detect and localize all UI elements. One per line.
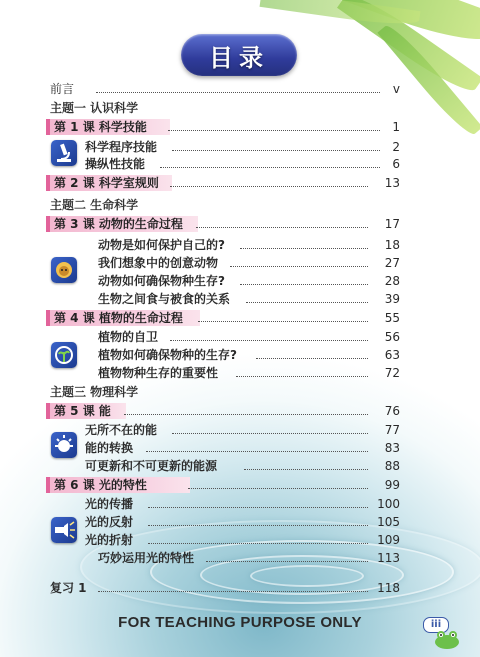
toc-row-item[interactable]: 可更新和不可更新的能源 88 <box>85 459 400 473</box>
leader-dots <box>168 118 380 131</box>
leader-dots <box>244 457 368 470</box>
toc-row-item[interactable]: 动物是如何保护自己的? 18 <box>98 238 400 252</box>
leader-dots <box>172 138 380 151</box>
toc-row-item[interactable]: 无所不在的能 77 <box>85 423 400 437</box>
toc-row-lesson[interactable]: 第 3 课 动物的生命过程 17 <box>0 215 480 233</box>
topic-heading: 主题二 生命科学 <box>50 198 139 212</box>
toc-row-lesson[interactable]: 第 6 课 光的特性 99 <box>0 476 480 494</box>
toc-row-item[interactable]: 操纵性技能 6 <box>85 157 400 171</box>
page-number: iii <box>423 617 449 633</box>
leader-dots <box>188 476 368 489</box>
leader-dots <box>230 254 368 267</box>
toc-row-lesson[interactable]: 第 5 课 能 76 <box>0 402 480 420</box>
leader-dots <box>196 215 368 228</box>
toc-row-item[interactable]: 动物如何确保物种生存? 28 <box>98 274 400 288</box>
leader-dots <box>96 80 380 93</box>
leader-dots <box>148 495 368 508</box>
toc-row-item[interactable]: 能的转换 83 <box>85 441 400 455</box>
leader-dots <box>256 346 368 359</box>
leader-dots <box>170 174 368 187</box>
lesson-label: 第 1 课 科学技能 <box>54 120 147 134</box>
toc-row-item[interactable]: 植物的自卫 56 <box>98 330 400 344</box>
leader-dots <box>148 513 368 526</box>
leader-dots <box>236 364 368 377</box>
toc-row-item[interactable]: 植物如何确保物种的生存? 63 <box>98 348 400 362</box>
topic-heading: 主题一 认识科学 <box>50 101 139 115</box>
preface-page: v <box>392 82 400 96</box>
toc-row-item[interactable]: 科学程序技能 2 <box>85 140 400 154</box>
leader-dots <box>170 328 368 341</box>
frog-mascot-icon <box>432 628 462 650</box>
leader-dots <box>172 421 368 434</box>
page-title: 目录 <box>209 42 269 72</box>
toc-row-item[interactable]: 光的传播 100 <box>85 497 400 511</box>
leader-dots <box>240 272 368 285</box>
leader-dots <box>246 290 368 303</box>
toc-row-item[interactable]: 植物物种生存的重要性 72 <box>98 366 400 380</box>
leader-dots <box>98 579 368 592</box>
leader-dots <box>240 236 368 249</box>
lesson-page: 1 <box>392 120 400 134</box>
toc-row-item[interactable]: 生物之间食与被食的关系 39 <box>98 292 400 306</box>
toc-row-preface[interactable] <box>0 80 480 98</box>
toc-row-review[interactable]: 复习 1 118 <box>50 581 400 595</box>
preface-label: 前言 <box>50 82 75 96</box>
toc-row-lesson[interactable]: 第 2 课 科学室规则 13 <box>0 174 480 192</box>
toc-row-item[interactable]: 巧妙运用光的特性 113 <box>98 551 400 565</box>
topic-heading: 主题三 物理科学 <box>50 385 139 399</box>
leader-dots <box>148 531 368 544</box>
leader-dots <box>206 549 368 562</box>
footer-notice: FOR TEACHING PURPOSE ONLY <box>118 614 362 631</box>
leader-dots <box>124 402 368 415</box>
leader-dots <box>160 155 380 168</box>
toc-row-lesson[interactable]: 第 4 课 植物的生命过程 55 <box>0 309 480 327</box>
leader-dots <box>198 309 368 322</box>
toc-row-item[interactable]: 我们想象中的创意动物 27 <box>98 256 400 270</box>
toc-row-lesson[interactable] <box>0 118 480 136</box>
toc-row-item[interactable]: 光的反射 105 <box>85 515 400 529</box>
leader-dots <box>146 439 368 452</box>
page-title-badge <box>181 34 297 76</box>
toc-row-item[interactable]: 光的折射 109 <box>85 533 400 547</box>
